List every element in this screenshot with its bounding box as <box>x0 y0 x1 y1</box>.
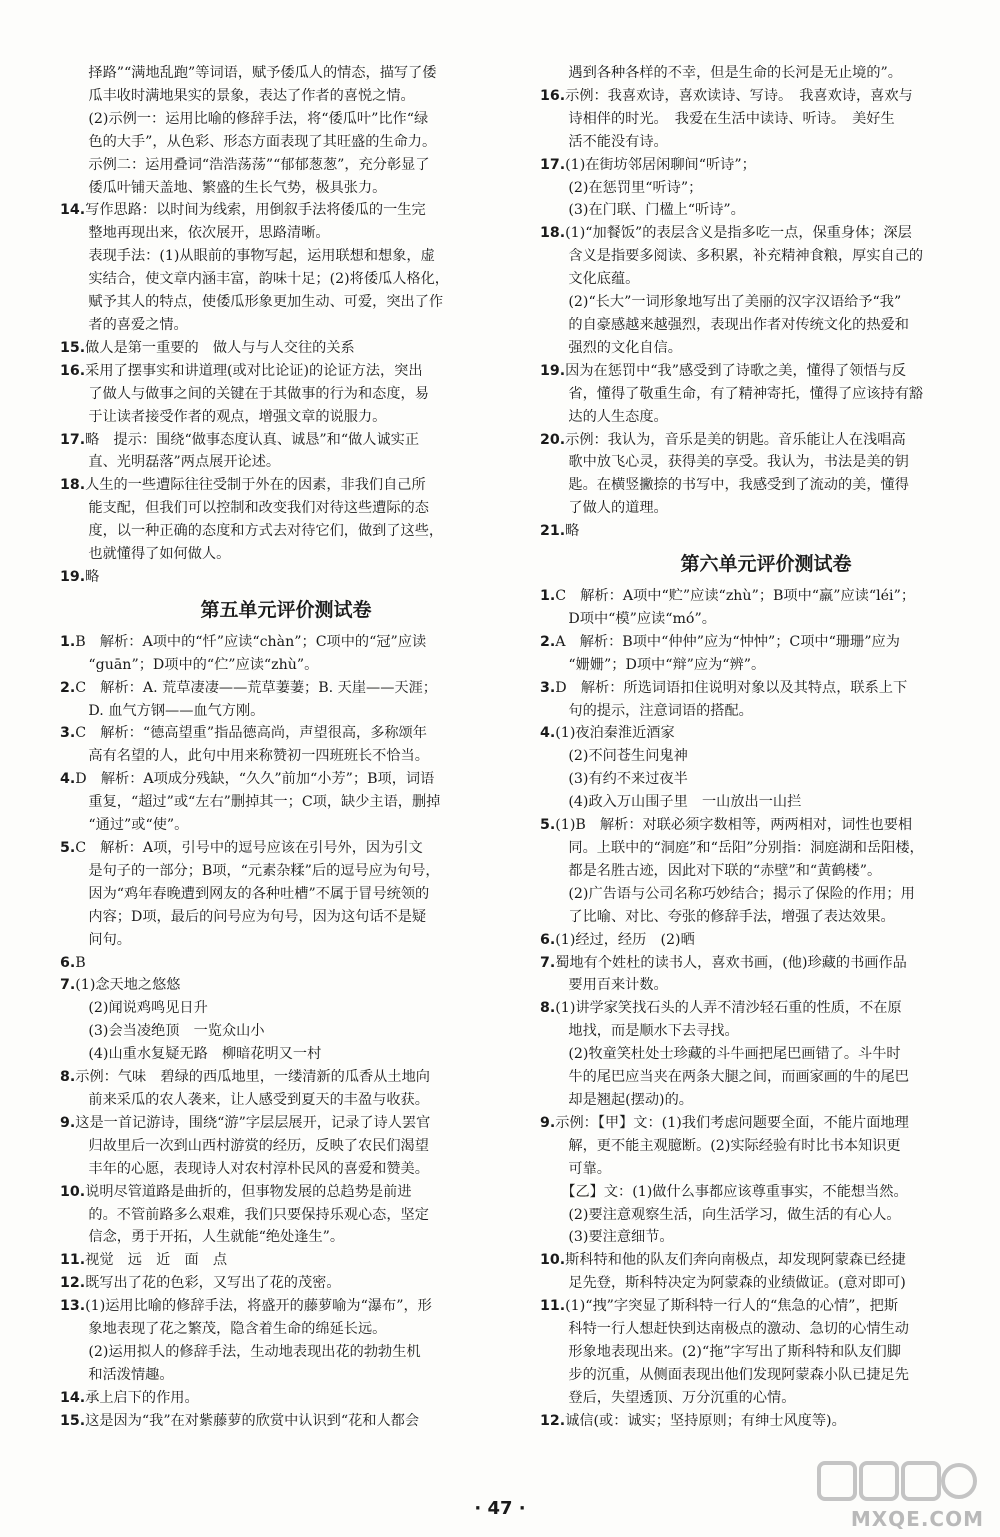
answer-item <box>60 337 512 360</box>
answer-text: C 解析：A项，引号中的逗号应该在引号外，因为引文 <box>75 840 423 856</box>
answer-line: 瓜丰收时满地果实的景象，表达了作者的喜悦之情。 <box>60 87 415 104</box>
answer-item <box>60 1272 512 1295</box>
answer-line: (4)政入万山围子里 一山放出一山拦 <box>540 794 802 811</box>
answer-line: 整地再现出来，依次展开，思路清晰。 <box>60 225 330 242</box>
answer-line: 含义是指要多阅读、多积累，补充精神食粮，厚实自己的 <box>540 248 924 265</box>
answer-text: D 解析：A项成分残缺，“久久”前加“小芳”；B项，词语 <box>75 771 435 788</box>
answer-line: D. 血气方钢——血气方刚。 <box>60 702 265 719</box>
answer-line: (2)广告语与公司名称巧妙结合；揭示了保险的作用；用 <box>540 885 915 902</box>
answer-item <box>540 1410 992 1433</box>
answer-text: 写作思路：以时间为线索，用倒叙手法将倭瓜的一生完 <box>85 202 426 219</box>
answer-number: 1. <box>60 633 76 650</box>
answer-line: 前来采瓜的农人袭来，让人感受到夏天的丰盈与收获。 <box>60 1091 429 1108</box>
answer-line: 的。不管前路多么艰难，我们只要保持乐观心态，坚定 <box>60 1206 429 1223</box>
answer-item <box>540 429 992 452</box>
answer-line: 了做人与做事之间的关键在于其做事的行为和态度，易 <box>60 385 429 402</box>
answer-number: 9. <box>60 1114 76 1131</box>
answer-line: 都是名胜古迹，因此对下联的“赤壁”和“黄鹤楼”。 <box>540 862 882 879</box>
answer-text: 诚信(或：诚实；坚持原则；有绅士风度等)。 <box>565 1412 846 1429</box>
answer-item <box>540 154 992 177</box>
answer-item <box>60 1066 512 1089</box>
answer-line: 地找，而是顺水下去寻找。 <box>540 1023 739 1040</box>
answer-line: 文化底蕴。 <box>540 271 640 288</box>
answer-line: 问句。 <box>60 931 131 948</box>
answer-item <box>60 360 512 383</box>
answer-text: 略 <box>565 523 580 540</box>
answer-line: “guān”；D项中的“伫”应读“zhù”。 <box>60 656 319 673</box>
answer-line: 省，懂得了敬重生命，有了精神寄托，懂得了应该持有豁 <box>540 385 924 402</box>
answer-item <box>60 768 512 791</box>
answer-line: 了做人的道理。 <box>540 500 668 517</box>
answer-line: (2)牧童笑杜处士珍藏的斗牛画把尾巴画错了。斗牛时 <box>540 1046 901 1063</box>
answer-line: 牛的尾巴应当夹在两条大腿之间，而画家画的牛的尾巴 <box>540 1069 909 1086</box>
left-column <box>60 62 512 1433</box>
answer-line: (2)在惩罚里“听诗”； <box>540 179 703 196</box>
answer-line: 遇到各种各样的不幸，但是生命的长河是无止境的”。 <box>540 65 902 81</box>
answer-text: 示例：我认为，音乐是美的钥匙。音乐能让人在浅唱高 <box>565 431 906 448</box>
answer-line: 择路”“满地乱跑”等词语，赋予倭瓜人的情态，描写了倭 <box>60 65 437 81</box>
answer-number: 14. <box>60 1389 86 1406</box>
answer-line: 足先登，斯科特决定为阿蒙森的业绩做证。(意对即可) <box>540 1275 906 1292</box>
answer-line: 步的沉重，从侧面表现出他们发现阿蒙森小队已捷足先 <box>540 1366 909 1383</box>
answer-line: (4)山重水复疑无路 柳暗花明又一村 <box>60 1046 322 1063</box>
answer-item <box>60 1112 512 1135</box>
answer-number: 9. <box>540 1114 556 1131</box>
section-title: 第六单元评价测试卷 <box>680 553 852 576</box>
answer-text: 人生的一些遭际往往受制于外在的因素，非我们自己所 <box>85 477 426 494</box>
answer-number: 3. <box>540 679 556 696</box>
answer-item <box>60 566 512 589</box>
answer-line: (2)闻说鸡鸣见日升 <box>60 1000 208 1017</box>
answer-text: 示例：气味 碧绿的西瓜地里，一缕清新的瓜香从土地向 <box>75 1069 430 1086</box>
answer-number: 2. <box>540 633 556 650</box>
answer-line: 是句子的一部分；B项，“元素杂糅”后的逗号应为句号， <box>60 862 440 879</box>
answer-number: 12. <box>60 1275 86 1292</box>
answer-text: 这是因为“我”在对紫藤萝的欣赏中认识到“花和人都会 <box>85 1412 420 1429</box>
answer-item <box>540 929 992 952</box>
answer-line: 却是翘起(摆动)的。 <box>540 1091 693 1108</box>
answer-item <box>60 1410 512 1433</box>
answer-number: 5. <box>540 817 556 834</box>
answer-text: 略 <box>85 568 100 585</box>
answer-item <box>60 1249 512 1272</box>
answer-line: 表现手法：(1)从眼前的事物写起，运用联想和想象，虚 <box>60 248 435 265</box>
answer-text: A 解析：B项中“仲仲”应为“忡忡”；C项中“珊珊”应为 <box>555 633 900 650</box>
answer-number: 8. <box>540 1000 556 1017</box>
answer-text: 蜀地有个姓杜的读书人，喜欢书画，(他)珍藏的书画作品 <box>555 954 907 971</box>
answer-line: 实结合，使文章内涵丰富，韵味十足；(2)将倭瓜人格化， <box>60 271 449 288</box>
answer-number: 13. <box>60 1298 86 1315</box>
answer-number: 5. <box>60 840 76 856</box>
answer-text: 示例：我喜欢诗，喜欢读诗、写诗。 我喜欢诗，喜欢与 <box>565 87 913 104</box>
answer-line: 了比喻、对比、夸张的修辞手法，增强了表达效果。 <box>540 908 895 925</box>
answer-line: (2)运用拟人的修辞手法，生动地表现出花的勃勃生机 <box>60 1343 421 1360</box>
answer-item <box>60 474 512 497</box>
section-title: 第五单元评价测试卷 <box>200 598 372 621</box>
answer-text: 视觉 远 近 面 点 <box>85 1252 228 1269</box>
answer-item <box>540 1249 992 1272</box>
answer-text: D 解析：所选词语扣住说明对象以及其特点，联系上下 <box>555 679 908 696</box>
answer-number: 2. <box>60 679 76 696</box>
answer-number: 17. <box>540 156 566 173</box>
answer-text: (1)经过，经历 (2)晒 <box>555 931 695 948</box>
answer-line: 色的大手”，从色彩、形态方面表现了其旺盛的生命力。 <box>60 133 437 150</box>
answer-line: “姗姗”；D项中“辩”应为“辨”。 <box>540 656 766 673</box>
answer-text: 采用了摆事实和讲道理(或对比论证)的论证方法，突出 <box>85 362 423 379</box>
answer-line: 者的喜爱之情。 <box>60 316 188 333</box>
answer-item <box>60 837 512 860</box>
answer-line: 解，更不能主观臆断。(2)实际经验有时比书本知识更 <box>540 1137 901 1154</box>
answer-line: 歌中放飞心灵，获得美的享受。我认为，书法是美的钥 <box>540 454 909 471</box>
answer-number: 4. <box>540 725 556 742</box>
answer-number: 10. <box>60 1183 86 1200</box>
answer-line: (3)在门联、门楹上“听诗”。 <box>540 202 745 219</box>
answer-text: (1)夜泊秦淮近酒家 <box>555 725 675 742</box>
answer-text: 承上启下的作用。 <box>85 1389 199 1406</box>
answer-text: 示例：【甲】文：(1)我们考虑问题要全面，不能片面地理 <box>555 1114 909 1131</box>
answer-line: 形象地表现出来。(2)“拖”字写出了斯科特和队友们脚 <box>540 1343 901 1360</box>
answer-text: B 解析：A项中的“忏”应读“chàn”；C项中的“冠”应读 <box>75 633 427 650</box>
answer-item <box>60 1181 512 1204</box>
answer-number: 1. <box>540 588 556 605</box>
answer-item <box>60 722 512 745</box>
answer-line: D项中“模”应读“mó”。 <box>540 610 716 627</box>
answer-item <box>60 199 512 222</box>
answer-number: 7. <box>60 977 76 994</box>
answer-text: (1)念天地之悠悠 <box>75 977 181 994</box>
answer-text: (1)在街坊邻居闲聊间“听诗”； <box>565 156 756 173</box>
answer-item <box>540 814 992 837</box>
answer-item <box>540 677 992 700</box>
answer-line: 达的人生态度。 <box>540 408 668 425</box>
answer-line: 丰年的心愿，表现诗人对农村淳朴民风的喜爱和赞美。 <box>60 1160 429 1177</box>
answer-item <box>540 722 992 745</box>
answer-text: (1)“拽”字突显了斯科特一行人的“焦急的心情”，把斯 <box>565 1298 899 1315</box>
answer-text: C 解析：“德高望重”指品德高尚，声望很高，多称颂年 <box>75 725 427 742</box>
answer-line: 象地表现了花之繁茂，隐含着生命的绵延长远。 <box>60 1321 387 1338</box>
answer-item <box>540 631 992 654</box>
answer-line: 示例二：运用叠词“浩浩荡荡”“郁郁葱葱”，充分彰显了 <box>60 156 430 173</box>
answer-line: 的自豪感越来越强烈，表现出作者对传统文化的热爱和 <box>540 316 909 333</box>
answer-line: 和活泼情趣。 <box>60 1366 174 1383</box>
answer-line: 重复，“超过”或“左右”删掉其一；C项，缺少主语，删掉 <box>60 794 441 811</box>
answer-number: 12. <box>540 1412 566 1429</box>
answer-number: 10. <box>540 1252 566 1269</box>
answer-line: (2)不问苍生问鬼神 <box>540 748 688 765</box>
answer-text: (1)运用比喻的修辞手法，将盛开的藤萝喻为“瀑布”，形 <box>85 1298 432 1315</box>
answer-line: 赋予其人的特点，使倭瓜形象更加生动、可爱，突出了作 <box>60 294 444 311</box>
answer-number: 19. <box>60 568 86 585</box>
answer-line: 诗相伴的时光。 我爱在生活中读诗、听诗。 美好生 <box>540 110 895 127</box>
answer-line: 归故里后一次到山西村游赏的经历，反映了农民们渴望 <box>60 1137 429 1154</box>
answer-text: (1)“加餐饭”的表层含义是指多吃一点，保重身体；深层 <box>565 225 912 242</box>
answer-line: (2)“长大”一词形象地写出了美丽的汉字汉语给予“我” <box>540 294 902 311</box>
answer-item <box>540 1295 992 1318</box>
answer-line: 【乙】文：(1)做什么事都应该尊重事实，不能想当然。 <box>540 1183 908 1200</box>
answer-number: 21. <box>540 523 566 540</box>
answer-number: 6. <box>540 931 556 948</box>
answer-line: 句的提示，注意词语的搭配。 <box>540 702 753 719</box>
answer-text: 既写出了花的色彩，又写出了花的茂密。 <box>85 1275 341 1292</box>
answer-line: 活不能没有诗。 <box>540 133 668 150</box>
answer-text: 这是一首记游诗，围绕“游”字层层展开，记录了诗人罢官 <box>75 1114 431 1131</box>
answer-item <box>540 585 992 608</box>
answer-number: 16. <box>540 87 566 104</box>
answer-line: 直、光明磊落”两点展开论述。 <box>60 454 281 471</box>
answer-number: 15. <box>60 339 86 356</box>
answer-line: (2)示例一：运用比喻的修辞手法，将“倭瓜叶”比作“绿 <box>60 110 429 127</box>
answer-item <box>60 677 512 700</box>
answer-number: 18. <box>60 477 86 494</box>
answer-line: 登后，失望透顶、万分沉重的心情。 <box>540 1389 796 1406</box>
answer-line: 强烈的文化自信。 <box>540 339 682 356</box>
answer-line: “通过”或“使”。 <box>60 817 189 834</box>
right-column <box>540 62 992 1433</box>
answer-number: 6. <box>60 954 76 971</box>
answer-number: 15. <box>60 1412 86 1429</box>
answer-text: 略 提示：围绕“做事态度认真、诚恳”和“做人诚实正 <box>85 431 420 448</box>
answer-line: 度，以一种正确的态度和方式去对待它们，做到了这些， <box>60 523 444 540</box>
answer-line: 高有名望的人，此句中用来称赞初一四班班长不恰当。 <box>60 748 429 765</box>
answer-item <box>540 222 992 245</box>
answer-line: 匙。在横竖撇捺的书写中，我感受到了流动的美，懂得 <box>540 477 909 494</box>
answer-item <box>60 429 512 452</box>
answer-number: 16. <box>60 362 86 379</box>
answer-item <box>540 360 992 383</box>
answer-line: 信念，勇于开拓，人生就能“绝处逢生”。 <box>60 1229 345 1246</box>
answer-item <box>60 1295 512 1318</box>
answer-number: 4. <box>60 771 76 788</box>
answer-item <box>60 1387 512 1410</box>
answer-line: 科特一行人想赶快到达南极点的激动、急切的心情生动 <box>540 1321 909 1338</box>
answer-number: 17. <box>60 431 86 448</box>
answer-text: (1)讲学家笑找石头的人弄不清沙轻石重的性质，不在原 <box>555 1000 902 1017</box>
answer-line: 因为“鸡年春晚遭到网友的各种吐槽”不属于冒号统领的 <box>60 885 430 902</box>
answer-line: 能支配，但我们可以控制和改变我们对待这些遭际的态 <box>60 500 429 517</box>
answer-number: 7. <box>540 954 556 971</box>
answer-text: 做人是第一重要的 做人与与人交往的关系 <box>85 339 355 356</box>
answer-item <box>60 631 512 654</box>
answer-number: 20. <box>540 431 566 448</box>
answer-text: 说明尽管道路是曲折的，但事物发展的总趋势是前进 <box>85 1183 412 1200</box>
answer-item <box>60 952 512 975</box>
answer-item <box>540 952 992 975</box>
answer-text: 斯科特和他的队友们奔向南极点，却发现阿蒙森已经捷 <box>565 1252 906 1269</box>
answer-number: 11. <box>60 1252 86 1269</box>
answer-number: 8. <box>60 1069 76 1086</box>
answer-line: 于让读者接受作者的观点，增强文章的说服力。 <box>60 408 387 425</box>
page-number: · 47 · <box>474 1498 526 1519</box>
answer-line: (3)会当凌绝顶 一览众山小 <box>60 1023 265 1040</box>
answer-item <box>540 997 992 1020</box>
answer-text: B <box>75 954 86 971</box>
answer-line: 也就懂得了如何做人。 <box>60 546 231 563</box>
answer-text: 因为在惩罚中“我”感受到了诗歌之美，懂得了领悟与反 <box>565 362 906 379</box>
answer-item <box>540 1112 992 1135</box>
watermark-text: MXQE.COM <box>850 1507 984 1531</box>
answer-item <box>60 974 512 997</box>
answer-text: (1)B 解析：对联必须字数相等，两两相对，词性也要相 <box>555 817 913 834</box>
answer-number: 19. <box>540 362 566 379</box>
answer-number: 14. <box>60 202 86 219</box>
answer-line: 内容；D项，最后的问号应为句号，因为这句话不是疑 <box>60 908 427 925</box>
answer-line: 可靠。 <box>540 1160 611 1177</box>
answer-text: C 解析：A. 荒草凄凄——荒草萋萋；B. 天崖——天涯； <box>75 679 437 696</box>
answer-line: (3)有约不来过夜半 <box>540 771 688 788</box>
answer-line: (2)要注意观察生活，向生活学习，做生活的有心人。 <box>540 1206 901 1223</box>
answer-item <box>540 85 992 108</box>
answer-number: 3. <box>60 725 76 742</box>
answer-line: 要用百来计数。 <box>540 977 668 994</box>
answer-line: 倭瓜叶铺天盖地、繁盛的生长气势，极具张力。 <box>60 179 387 196</box>
answer-text: C 解析：A项中“贮”应读“zhù”；B项中“羸”应读“léi”； <box>555 588 916 605</box>
answer-item <box>540 520 992 543</box>
answer-number: 11. <box>540 1298 566 1315</box>
answer-line: (3)要注意细节。 <box>540 1229 674 1246</box>
answer-line: 同。上联中的“洞庭”和“岳阳”分别指：洞庭湖和岳阳楼， <box>540 840 924 856</box>
answer-number: 18. <box>540 225 566 242</box>
